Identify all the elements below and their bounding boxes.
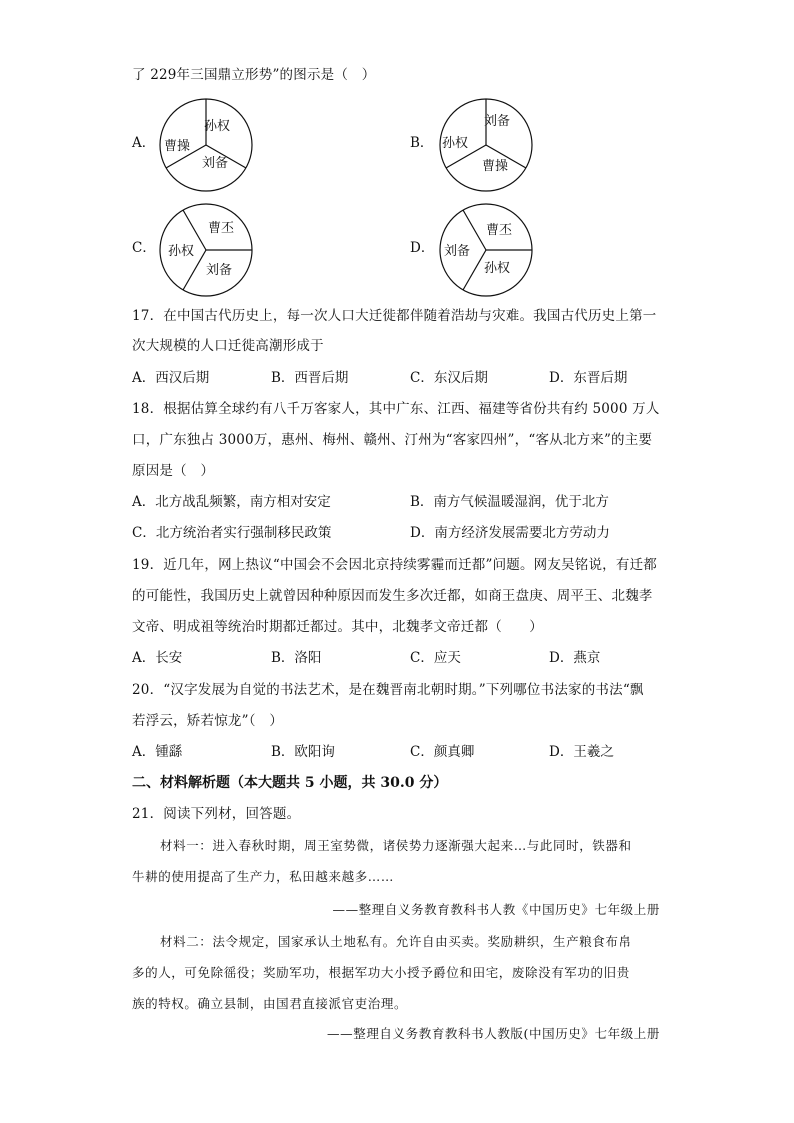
q19-stem-line: 文帝、明成祖等统治时期都迁都过。其中，北魏孝文帝迁都（ ） <box>132 619 543 635</box>
q17-option-b[interactable]: B．西晋后期 <box>271 370 349 386</box>
q18-stem-line: 18．根据估算全球约有八千万客家人，其中广东、江西、福建等省份共有约 5000 万人 <box>132 401 660 417</box>
material-2-line: 多的人，可免除徭役；奖励军功，根据军功大小授予爵位和田宅，废除没有军功的旧贵 <box>132 965 630 980</box>
pie-label: 刘备 <box>444 244 471 259</box>
q16-stem-tail: 了 229年三国鼎立形势”的图示是（ ） <box>132 67 376 83</box>
pie-label: 刘备 <box>484 114 511 129</box>
material-1-line: 牛耕的使用提高了生产力，私田越来越多…… <box>132 869 395 884</box>
pie-diagram-d <box>436 200 536 300</box>
pie-label: 孙权 <box>204 119 231 134</box>
material-2-source: ——整理自义务教育教科书人教版(中国历史》七年级上册 <box>327 1026 660 1041</box>
q17-stem-line: 17．在中国古代历史上，每一次人口大迁徙都伴随着浩劫与灾难。我国古代历史上第一 <box>132 308 657 324</box>
pie-label: 刘备 <box>206 263 233 278</box>
q17-option-a[interactable]: A．西汉后期 <box>132 370 210 386</box>
q18-option-d[interactable]: D．南方经济发展需要北方劳动力 <box>410 525 610 541</box>
q17-option-d[interactable]: D．东晋后期 <box>549 370 628 386</box>
option-letter: C． <box>132 240 156 256</box>
pie-label: 孙权 <box>442 136 469 151</box>
q18-option-b[interactable]: B．南方气候温暖湿润，优于北方 <box>410 494 609 510</box>
section-heading: 二、材料解析题（本大题共 5 小题，共 30.0 分） <box>132 775 448 791</box>
pie-label: 刘备 <box>202 156 229 171</box>
q20-stem-line: 若浮云，矫若惊龙”（ ） <box>132 713 284 729</box>
q20-option-b[interactable]: B．欧阳询 <box>271 744 335 760</box>
q19-option-d[interactable]: D．燕京 <box>549 650 601 666</box>
pie-label: 曹操 <box>164 139 191 154</box>
pie-diagram-b <box>436 95 536 195</box>
q19-option-c[interactable]: C．应天 <box>410 650 461 666</box>
q20-stem-line: 20．“汉字发展为自觉的书法艺术，是在魏晋南北朝时期。”下列哪位书法家的书法“飘 <box>132 682 644 698</box>
option-letter: A． <box>132 135 156 151</box>
pie-label: 曹操 <box>482 159 509 174</box>
pie-label: 曹丕 <box>208 221 235 236</box>
option-letter: B． <box>410 135 434 151</box>
q18-option-c[interactable]: C．北方统治者实行强制移民政策 <box>132 525 332 541</box>
pie-label: 孙权 <box>168 244 195 259</box>
q20-option-a[interactable]: A．锺繇 <box>132 744 183 760</box>
q19-option-b[interactable]: B．洛阳 <box>271 650 322 666</box>
q21-intro: 21．阅读下列材，回答题。 <box>132 806 301 822</box>
q19-stem-line: 的可能性，我国历史上就曾因种种原因而发生多次迁都，如商王盘庚、周平王、北魏孝 <box>132 588 653 604</box>
pie-diagram-c <box>156 200 256 300</box>
q17-stem-line: 次大规模的人口迁徙高潮形成于 <box>132 338 324 354</box>
q20-option-d[interactable]: D．王羲之 <box>549 744 614 760</box>
material-2-line: 族的特权。确立县制，由国君直接派官吏治理。 <box>132 996 408 1011</box>
material-1-source: ——整理自义务教育教科书人教《中国历史》七年级上册 <box>332 902 660 917</box>
q16-option-d[interactable] <box>410 200 650 300</box>
pie-diagram-a <box>156 95 256 195</box>
material-2-line: 材料二：法令规定，国家承认土地私有。允许自由买卖。奖励耕织，生产粮食布帛 <box>160 934 632 949</box>
option-letter: D． <box>410 240 435 256</box>
q19-option-a[interactable]: A．长安 <box>132 650 183 666</box>
pie-label: 孙权 <box>484 261 511 276</box>
q16-option-c[interactable] <box>132 200 372 300</box>
q17-option-c[interactable]: C．东汉后期 <box>410 370 488 386</box>
q18-stem-line: 原因是（ ） <box>132 463 215 479</box>
q16-option-b[interactable] <box>410 95 650 195</box>
pie-label: 曹丕 <box>486 223 513 238</box>
q18-option-a[interactable]: A．北方战乱频繁，南方相对安定 <box>132 494 331 510</box>
material-1-line: 材料一：进入春秋时期，周王室势微，诸侯势力逐渐强大起来…与此同时，铁器和 <box>160 838 632 853</box>
q18-stem-line: 口，广东独占 3000万，惠州、梅州、赣州、汀州为“客家四州”，“客从北方来”的主要 <box>132 432 653 448</box>
q20-option-c[interactable]: C．颜真卿 <box>410 744 475 760</box>
q19-stem-line: 19．近几年，网上热议“中国会不会因北京持续雾霾而迁都”问题。网友吴铭说，有迁都 <box>132 557 657 573</box>
q16-option-a[interactable] <box>132 95 372 195</box>
